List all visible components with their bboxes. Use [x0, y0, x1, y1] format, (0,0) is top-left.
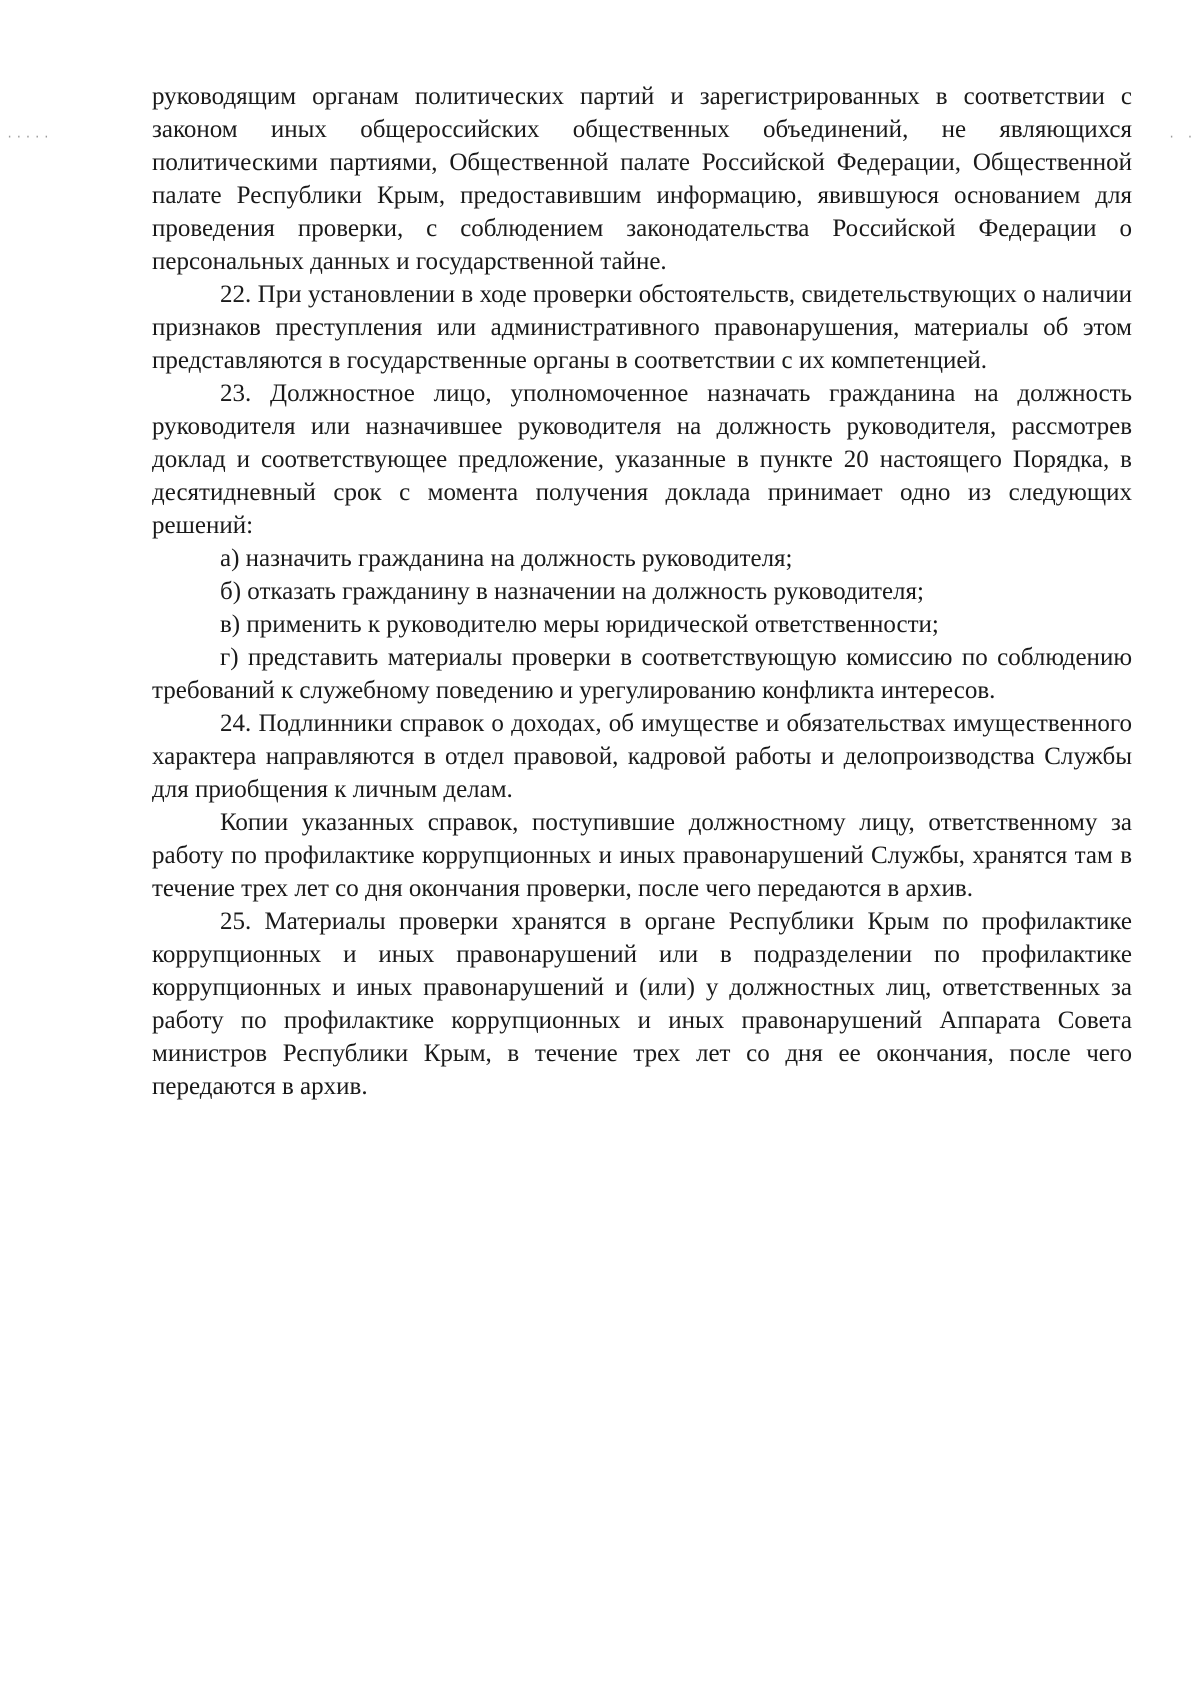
scan-artifact-left: ····· [6, 130, 53, 144]
document-body [152, 80, 1132, 1103]
paragraph-25: 25. Материалы проверки хранятся в органе Республики Крым по профилактике коррупционных и иных правонарушений или в подразделении по профилактике коррупционных и иных правонарушений и (или) у должностных лиц, ответственных за работу по профилактике коррупционных и иных правонарушений Аппарата Совета министров Республики Крым, в течение трех лет со дня ее окончания, после чего передаются в архив. [152, 908, 1132, 1100]
list-item-b: б) отказать гражданину в назначении на должность руководителя; [220, 578, 924, 605]
paragraph-24: 24. Подлинники справок о доходах, об имуществе и обязательствах имущественного характера направляются в отдел правовой, кадровой работы и делопроизводства Службы для приобщения к личным делам. [152, 710, 1132, 803]
paragraph-24-copies: Копии указанных справок, поступившие должностному лицу, ответственному за работу по профилактике коррупционных и иных правонарушений Службы, хранятся там в течение трех лет со дня окончания проверки, после чего передаются в архив. [152, 809, 1132, 902]
list-item-v: в) применить к руководителю меры юридической ответственности; [220, 611, 939, 638]
paragraph-23: 23. Должностное лицо, уполномоченное назначать гражданина на должность руководителя или назначившее руководителя на должность руководителя, рассмотрев доклад и соответствующее предложение, указанные в пункте 20 настоящего Порядка, в десятидневный срок с момента получения доклада принимает одно из следующих решений: [152, 380, 1132, 539]
paragraph-continuation: руководящим органам политических партий и зарегистрированных в соответствии с законом иных общероссийских общественных объединений, не являющихся политическими партиями, Общественной палате Российской Федерации, Общественной палате Республики Крым, предоставившим информацию, явившуюся основанием для проведения проверки, с соблюдением законодательства Российской Федерации о персональных данных и государственной тайне. [152, 83, 1132, 275]
scan-artifact-right: · · [1168, 130, 1196, 144]
list-item-a: а) назначить гражданина на должность руководителя; [220, 545, 793, 572]
list-item-g: г) представить материалы проверки в соответствующую комиссию по соблюдению требований к служебному поведению и урегулированию конфликта интересов. [152, 644, 1132, 704]
paragraph-22: 22. При установлении в ходе проверки обстоятельств, свидетельствующих о наличии признаков преступления или административного правонарушения, материалы об этом представляются в государственные органы в соответствии с их компетенцией. [152, 281, 1132, 374]
